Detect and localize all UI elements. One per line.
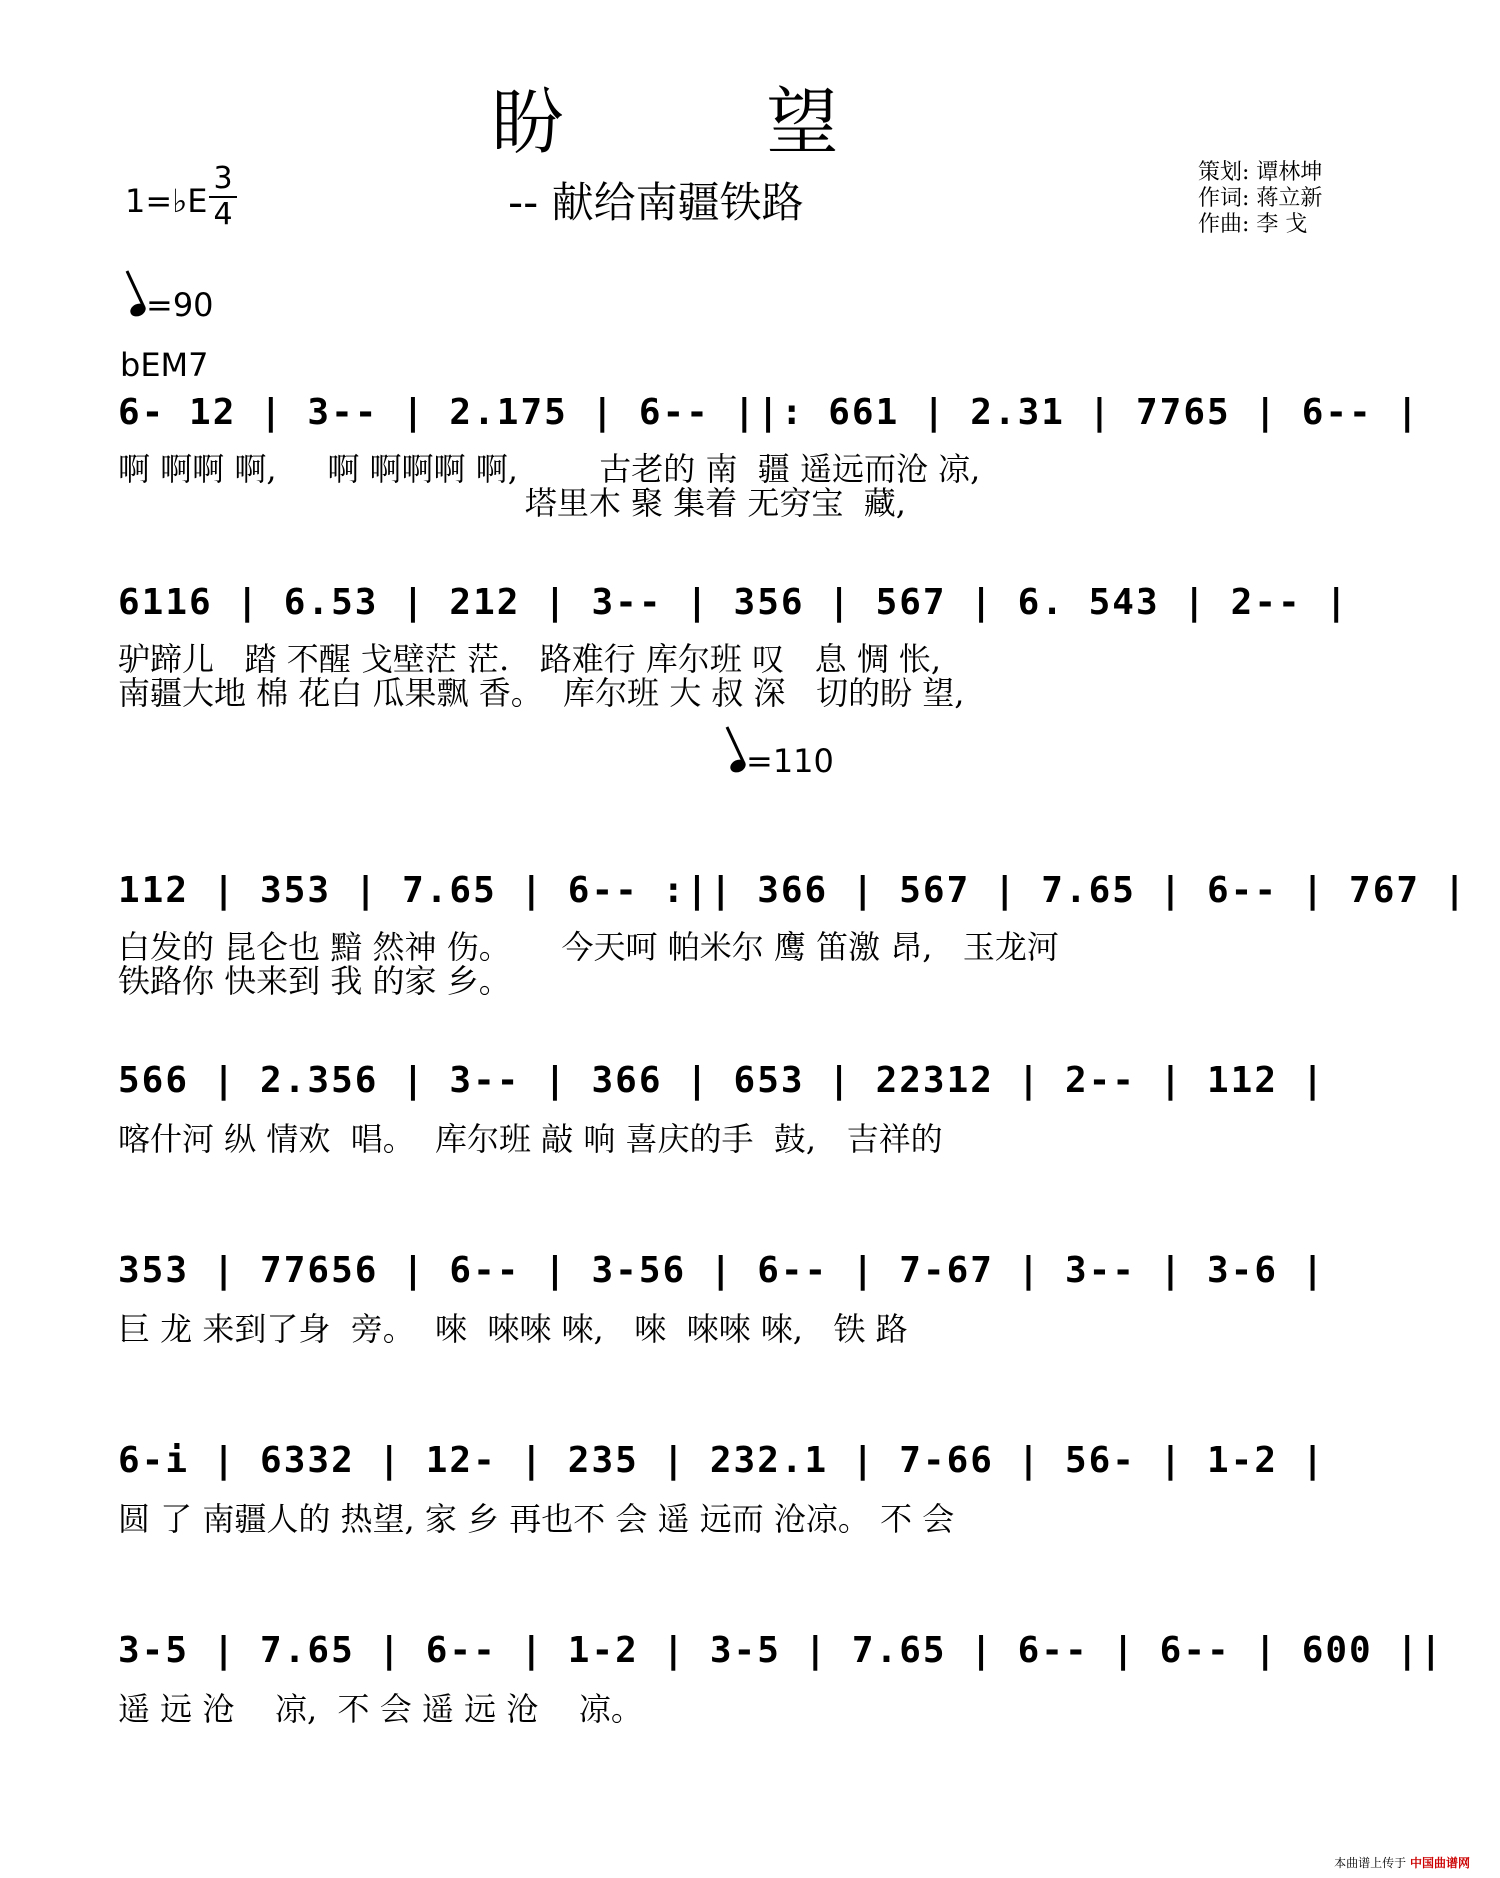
credit-composer: 作曲: 李 戈 — [1198, 212, 1308, 237]
staff-line-1 — [118, 392, 1421, 522]
quarter-note-icon — [728, 757, 748, 775]
tempo-value: =110 — [746, 742, 834, 780]
notation-line: 6116 | 6.53 | 212 | 3-- | 356 | 567 | 6. 543 | 2-- | — [118, 582, 1350, 623]
notation-line: 112 | 353 | 7.65 | 6-- :|| 366 | 567 | 7.65 | 6-- | 767 | — [118, 870, 1468, 911]
lyric-verse-1: 白发的 昆仑也 黯 然神 伤。 今天呵 帕米尔 鹰 笛激 昂, 玉龙河 — [118, 928, 1059, 966]
lyric-verse-2: 南疆大地 棉 花白 瓜果飘 香。 库尔班 大 叔 深 切的盼 望, — [118, 674, 965, 712]
notation-line: 353 | 77656 | 6-- | 3-56 | 6-- | 7-67 | 3-- | 3-6 | — [118, 1250, 1326, 1291]
chord-symbol: bEM7 — [120, 346, 209, 384]
credits — [1198, 160, 1322, 238]
tempo-mark-90 — [130, 286, 214, 324]
staff-line-3 — [118, 870, 1468, 1000]
notation-line: 6- 12 | 3-- | 2.175 | 6-- ||: 661 | 2.31 | 7765 | 6-- | — [118, 392, 1421, 433]
credit-planner: 策划: 谭林坤 — [1198, 160, 1323, 185]
lyric-verse-1: 巨 龙 来到了身 旁。 唻 唻唻 唻, 唻 唻唻 唻, 铁 路 — [118, 1310, 908, 1348]
meter-denominator: 4 — [209, 196, 237, 232]
lyric-verse-1: 喀什河 纵 情欢 唱。 库尔班 敲 响 喜庆的手 鼓, 吉祥的 — [118, 1120, 943, 1158]
notation-line: 6-i | 6332 | 12- | 235 | 232.1 | 7-66 | 56- | 1-2 | — [118, 1440, 1326, 1481]
staff-line-4 — [118, 1060, 1408, 1160]
lyric-verse-1: 遥 远 沧 凉, 不 会 遥 远 沧 凉。 — [118, 1690, 643, 1728]
song-title: 盼 望 — [491, 80, 929, 164]
lyric-verse-1: 啊 啊啊 啊, 啊 啊啊啊 啊, 古老的 南 疆 遥远而沧 凉, — [118, 450, 981, 488]
credit-lyricist: 作词: 蒋立新 — [1198, 186, 1323, 211]
quarter-note-icon — [128, 301, 148, 319]
staff-line-6 — [118, 1440, 1408, 1540]
lyric-verse-1: 驴蹄儿 踏 不醒 戈壁茫 茫. 路难行 库尔班 叹 息 惆 怅, — [118, 640, 942, 678]
lyric-verse-1: 圆 了 南疆人的 热望, 家 乡 再也不 会 遥 远而 沧凉。 不 会 — [118, 1500, 955, 1538]
time-signature — [209, 162, 237, 232]
staff-line-5 — [118, 1250, 1408, 1350]
tempo-mark-110 — [730, 742, 834, 780]
key-signature: 1=♭E — [125, 182, 208, 220]
footer-watermark — [1334, 1854, 1470, 1871]
tempo-value: =90 — [146, 286, 214, 324]
notation-line: 3-5 | 7.65 | 6-- | 1-2 | 3-5 | 7.65 | 6-- | 6-- | 600 || — [118, 1630, 1444, 1671]
staff-line-2 — [118, 582, 1408, 712]
staff-line-7 — [118, 1630, 1444, 1730]
lyric-verse-2: 塔里木 聚 集着 无穷宝 藏, — [118, 484, 906, 522]
footer-text: 本曲谱上传于 — [1334, 1856, 1407, 1870]
footer-brand: 中国曲谱网 — [1409, 1856, 1470, 1870]
notation-line: 566 | 2.356 | 3-- | 366 | 653 | 22312 | 2-- | 112 | — [118, 1060, 1326, 1101]
meter-numerator: 3 — [213, 161, 233, 196]
lyric-verse-2: 铁路你 快来到 我 的家 乡。 — [118, 962, 511, 1000]
song-subtitle: -- 献给南疆铁路 — [508, 178, 804, 227]
